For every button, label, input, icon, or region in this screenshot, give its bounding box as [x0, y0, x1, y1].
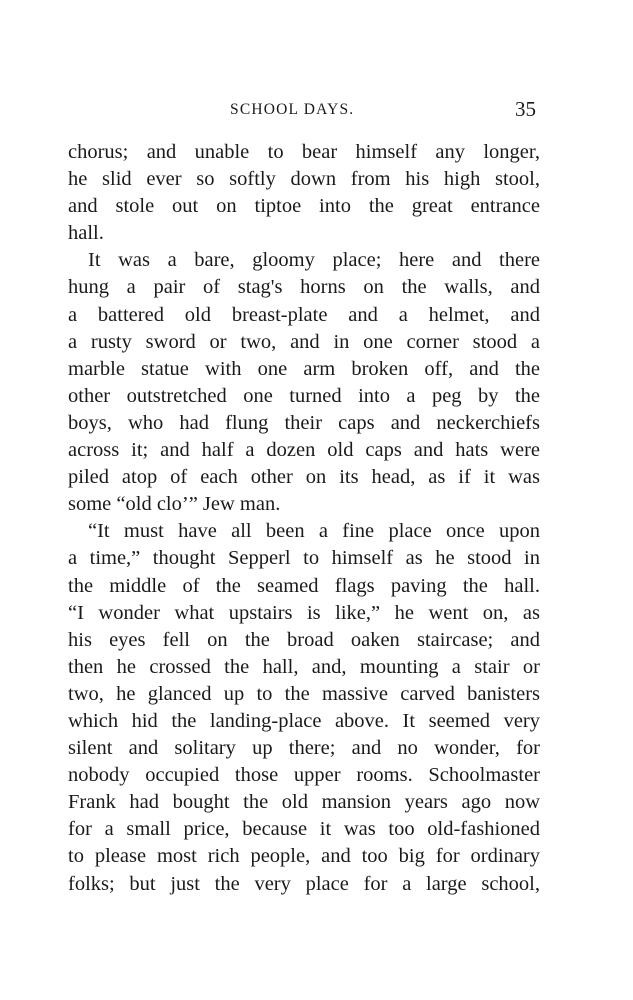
text-line: a rusty sword or two, and in one corner stood a — [68, 330, 540, 353]
text-line: a battered old breast-plate and a helmet, and — [68, 303, 540, 326]
text-line: he slid ever so softly down from his high stool, — [68, 168, 540, 191]
text-line: a time,” thought Sepperl to himself as he stood in — [68, 547, 540, 570]
text-line: folks; but just the very place for a large school, — [68, 872, 540, 895]
page-number: 35 — [515, 97, 536, 121]
text-line: Frank had bought the old mansion years ago now — [68, 791, 540, 814]
text-line: two, he glanced up to the massive carved banisters — [68, 682, 540, 705]
text-line: across it; and half a dozen old caps and hats were — [68, 439, 540, 462]
text-line: piled atop of each other on its head, as if it was — [68, 466, 540, 489]
body-text — [68, 139, 540, 898]
text-line: boys, who had flung their caps and neckerchiefs — [68, 411, 540, 434]
text-line: his eyes fell on the broad oaken staircase; and — [68, 628, 540, 651]
text-line: silent and solitary up there; and no wonder, for — [68, 737, 540, 760]
text-line: “I wonder what upstairs is like,” he went on, as — [68, 601, 540, 624]
text-line: to please most rich people, and too big for ordinary — [68, 845, 540, 868]
text-line: and stole out on tiptoe into the great entrance — [68, 195, 540, 218]
text-line: “It must have all been a fine place once upon — [88, 520, 540, 543]
text-line: the middle of the seamed flags paving the hall. — [68, 574, 540, 597]
text-line: other outstretched one turned into a peg by the — [68, 384, 540, 407]
running-head — [0, 99, 633, 123]
text-line: nobody occupied those upper rooms. Schoolmaster — [68, 764, 540, 787]
text-line: It was a bare, gloomy place; here and there — [88, 249, 540, 272]
running-title: SCHOOL DAYS. — [230, 101, 355, 118]
text-line: some “old clo’” Jew man. — [68, 493, 281, 516]
text-line: for a small price, because it was too old-fashioned — [68, 818, 540, 841]
text-line: hung a pair of stag's horns on the walls, and — [68, 276, 540, 299]
text-line: marble statue with one arm broken off, and the — [68, 357, 540, 380]
text-line: then he crossed the hall, and, mounting a stair or — [68, 655, 540, 678]
text-line: chorus; and unable to bear himself any longer, — [68, 141, 540, 163]
text-line: which hid the landing-place above. It seemed very — [68, 709, 540, 732]
text-line: hall. — [68, 222, 104, 245]
